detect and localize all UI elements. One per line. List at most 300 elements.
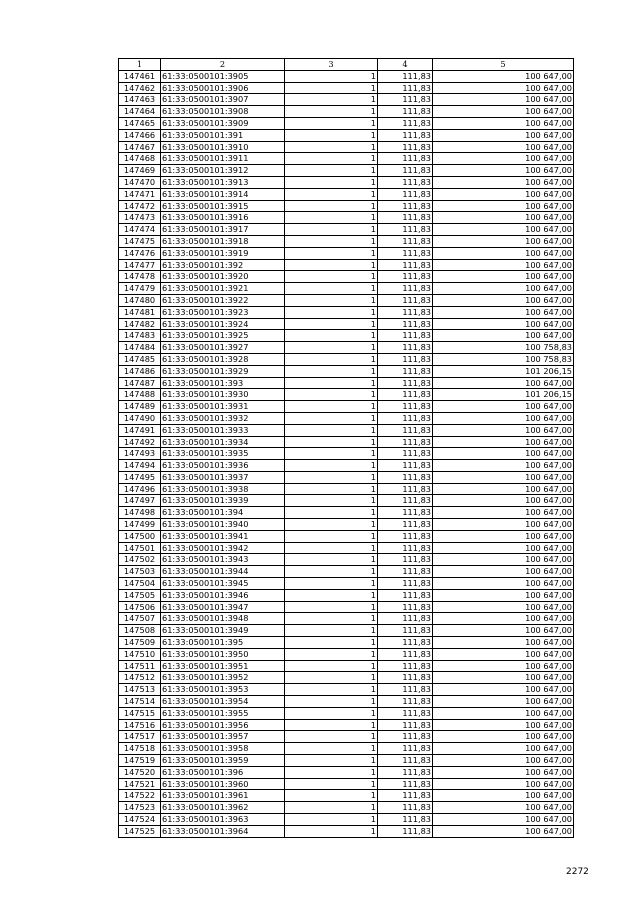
quantity-cell: 1 [285,200,378,212]
quantity-cell: 1 [285,707,378,719]
area-cell: 111,83 [378,306,433,318]
record-number-cell: 147513 [119,684,161,696]
quantity-cell: 1 [285,401,378,413]
cadastral-number-cell: 61:33:0500101:3924 [161,318,285,330]
cadastral-number-cell: 61:33:0500101:3906 [161,82,285,94]
quantity-cell: 1 [285,365,378,377]
table-row [119,353,574,365]
record-number-cell: 147502 [119,554,161,566]
value-cell: 100 647,00 [433,247,574,259]
table-row [119,672,574,684]
table-row [119,129,574,141]
area-cell: 111,83 [378,660,433,672]
cadastral-number-cell: 61:33:0500101:3912 [161,165,285,177]
record-number-cell: 147485 [119,353,161,365]
table-row [119,283,574,295]
table-row [119,377,574,389]
quantity-cell: 1 [285,802,378,814]
cadastral-number-cell: 61:33:0500101:3908 [161,106,285,118]
table-row [119,247,574,259]
quantity-cell: 1 [285,306,378,318]
value-cell: 100 647,00 [433,377,574,389]
cadastral-number-cell: 61:33:0500101:3963 [161,814,285,826]
quantity-cell: 1 [285,342,378,354]
area-cell: 111,83 [378,530,433,542]
value-cell: 100 758,83 [433,353,574,365]
area-cell: 111,83 [378,365,433,377]
area-cell: 111,83 [378,129,433,141]
quantity-cell: 1 [285,601,378,613]
quantity-cell: 1 [285,554,378,566]
table-row [119,802,574,814]
value-cell: 100 647,00 [433,495,574,507]
area-cell: 111,83 [378,448,433,460]
record-number-cell: 147484 [119,342,161,354]
value-cell: 100 647,00 [433,648,574,660]
quantity-cell: 1 [285,825,378,837]
cadastral-number-cell: 61:33:0500101:3905 [161,70,285,82]
quantity-cell: 1 [285,141,378,153]
cadastral-number-cell: 61:33:0500101:3936 [161,460,285,472]
value-cell: 100 647,00 [433,778,574,790]
area-cell: 111,83 [378,566,433,578]
record-number-cell: 147509 [119,637,161,649]
quantity-cell: 1 [285,117,378,129]
area-cell: 111,83 [378,589,433,601]
value-cell: 100 647,00 [433,330,574,342]
quantity-cell: 1 [285,613,378,625]
cadastral-number-cell: 61:33:0500101:3917 [161,224,285,236]
area-cell: 111,83 [378,436,433,448]
area-cell: 111,83 [378,271,433,283]
value-cell: 100 647,00 [433,165,574,177]
cadastral-number-cell: 61:33:0500101:3921 [161,283,285,295]
area-cell: 111,83 [378,318,433,330]
cadastral-number-cell: 61:33:0500101:3959 [161,755,285,767]
area-cell: 111,83 [378,637,433,649]
table-row [119,825,574,837]
table-row [119,212,574,224]
value-cell: 100 647,00 [433,176,574,188]
value-cell: 100 647,00 [433,460,574,472]
cadastral-number-cell: 61:33:0500101:3960 [161,778,285,790]
cadastral-number-cell: 61:33:0500101:3927 [161,342,285,354]
cadastral-number-cell: 61:33:0500101:3950 [161,648,285,660]
value-cell: 100 647,00 [433,117,574,129]
record-number-cell: 147492 [119,436,161,448]
area-cell: 111,83 [378,519,433,531]
table-row [119,707,574,719]
quantity-cell: 1 [285,188,378,200]
table-row [119,436,574,448]
value-cell: 100 647,00 [433,82,574,94]
cadastral-number-cell: 61:33:0500101:3958 [161,743,285,755]
record-number-cell: 147491 [119,424,161,436]
table-row [119,106,574,118]
cadastral-number-cell: 61:33:0500101:3915 [161,200,285,212]
cadastral-number-cell: 61:33:0500101:3911 [161,153,285,165]
quantity-cell: 1 [285,283,378,295]
record-number-cell: 147516 [119,719,161,731]
cadastral-number-cell: 61:33:0500101:3913 [161,176,285,188]
quantity-cell: 1 [285,294,378,306]
area-cell: 111,83 [378,578,433,590]
cadastral-number-cell: 61:33:0500101:3944 [161,566,285,578]
area-cell: 111,83 [378,165,433,177]
table-row [119,743,574,755]
area-cell: 111,83 [378,719,433,731]
table-row [119,719,574,731]
value-cell: 101 206,15 [433,389,574,401]
cadastral-number-cell: 61:33:0500101:3940 [161,519,285,531]
value-cell: 100 647,00 [433,660,574,672]
cadastral-number-cell: 61:33:0500101:393 [161,377,285,389]
table-row [119,566,574,578]
quantity-cell: 1 [285,660,378,672]
value-cell: 100 647,00 [433,94,574,106]
value-cell: 100 647,00 [433,825,574,837]
cadastral-number-cell: 61:33:0500101:3909 [161,117,285,129]
record-number-cell: 147470 [119,176,161,188]
record-number-cell: 147515 [119,707,161,719]
record-number-cell: 147480 [119,294,161,306]
cadastral-number-cell: 61:33:0500101:3954 [161,696,285,708]
table-row [119,637,574,649]
cadastral-number-cell: 61:33:0500101:3942 [161,542,285,554]
quantity-cell: 1 [285,696,378,708]
record-number-cell: 147498 [119,507,161,519]
record-number-cell: 147475 [119,235,161,247]
record-number-cell: 147489 [119,401,161,413]
column-header-1: 1 [119,59,161,71]
cadastral-number-cell: 61:33:0500101:3955 [161,707,285,719]
quantity-cell: 1 [285,519,378,531]
cadastral-number-cell: 61:33:0500101:3938 [161,483,285,495]
value-cell: 100 647,00 [433,566,574,578]
quantity-cell: 1 [285,94,378,106]
cadastral-number-cell: 61:33:0500101:3923 [161,306,285,318]
cadastral-number-cell: 61:33:0500101:3933 [161,424,285,436]
cadastral-number-cell: 61:33:0500101:3964 [161,825,285,837]
record-number-cell: 147523 [119,802,161,814]
area-cell: 111,83 [378,766,433,778]
value-cell: 100 647,00 [433,318,574,330]
quantity-cell: 1 [285,766,378,778]
table-row [119,224,574,236]
quantity-cell: 1 [285,436,378,448]
quantity-cell: 1 [285,589,378,601]
area-cell: 111,83 [378,542,433,554]
quantity-cell: 1 [285,731,378,743]
area-cell: 111,83 [378,106,433,118]
record-number-cell: 147505 [119,589,161,601]
cadastral-number-cell: 61:33:0500101:3931 [161,401,285,413]
table-body [119,70,574,837]
record-number-cell: 147521 [119,778,161,790]
quantity-cell: 1 [285,507,378,519]
quantity-cell: 1 [285,353,378,365]
record-number-cell: 147474 [119,224,161,236]
value-cell: 100 647,00 [433,283,574,295]
record-number-cell: 147525 [119,825,161,837]
value-cell: 100 647,00 [433,235,574,247]
value-cell: 100 647,00 [433,613,574,625]
table-row [119,153,574,165]
quantity-cell: 1 [285,814,378,826]
quantity-cell: 1 [285,82,378,94]
record-number-cell: 147504 [119,578,161,590]
value-cell: 100 758,83 [433,342,574,354]
quantity-cell: 1 [285,176,378,188]
record-number-cell: 147493 [119,448,161,460]
quantity-cell: 1 [285,672,378,684]
value-cell: 100 647,00 [433,743,574,755]
quantity-cell: 1 [285,719,378,731]
record-number-cell: 147472 [119,200,161,212]
area-cell: 111,83 [378,294,433,306]
table-row [119,176,574,188]
value-cell: 100 647,00 [433,625,574,637]
table-row [119,141,574,153]
table-row [119,235,574,247]
quantity-cell: 1 [285,165,378,177]
table-row [119,483,574,495]
value-cell: 100 647,00 [433,200,574,212]
value-cell: 100 647,00 [433,542,574,554]
area-cell: 111,83 [378,188,433,200]
value-cell: 100 647,00 [433,684,574,696]
record-number-cell: 147501 [119,542,161,554]
area-cell: 111,83 [378,684,433,696]
area-cell: 111,83 [378,342,433,354]
area-cell: 111,83 [378,412,433,424]
record-number-cell: 147466 [119,129,161,141]
cadastral-number-cell: 61:33:0500101:3922 [161,294,285,306]
cadastral-number-cell: 61:33:0500101:3937 [161,471,285,483]
value-cell: 100 647,00 [433,401,574,413]
value-cell: 101 206,15 [433,365,574,377]
quantity-cell: 1 [285,684,378,696]
cadastral-number-cell: 61:33:0500101:3910 [161,141,285,153]
quantity-cell: 1 [285,790,378,802]
value-cell: 100 647,00 [433,707,574,719]
cadastral-number-cell: 61:33:0500101:3945 [161,578,285,590]
quantity-cell: 1 [285,637,378,649]
cadastral-number-cell: 61:33:0500101:3948 [161,613,285,625]
cadastral-number-cell: 61:33:0500101:3951 [161,660,285,672]
value-cell: 100 647,00 [433,530,574,542]
area-cell: 111,83 [378,743,433,755]
record-number-cell: 147488 [119,389,161,401]
quantity-cell: 1 [285,448,378,460]
cadastral-number-cell: 61:33:0500101:3907 [161,94,285,106]
quantity-cell: 1 [285,271,378,283]
table-row [119,318,574,330]
header-row [119,59,574,71]
value-cell: 100 647,00 [433,601,574,613]
record-number-cell: 147510 [119,648,161,660]
table-row [119,578,574,590]
table-row [119,507,574,519]
table-row [119,519,574,531]
record-number-cell: 147511 [119,660,161,672]
record-number-cell: 147462 [119,82,161,94]
cadastral-number-cell: 61:33:0500101:394 [161,507,285,519]
area-cell: 111,83 [378,483,433,495]
value-cell: 100 647,00 [433,129,574,141]
column-header-2: 2 [161,59,285,71]
table-row [119,188,574,200]
quantity-cell: 1 [285,377,378,389]
quantity-cell: 1 [285,743,378,755]
quantity-cell: 1 [285,129,378,141]
table-row [119,306,574,318]
table-row [119,271,574,283]
area-cell: 111,83 [378,825,433,837]
table-row [119,412,574,424]
cadastral-number-cell: 61:33:0500101:3932 [161,412,285,424]
table-row [119,389,574,401]
quantity-cell: 1 [285,566,378,578]
value-cell: 100 647,00 [433,424,574,436]
table-row [119,613,574,625]
value-cell: 100 647,00 [433,755,574,767]
table-row [119,424,574,436]
table-row [119,731,574,743]
value-cell: 100 647,00 [433,153,574,165]
table-row [119,165,574,177]
area-cell: 111,83 [378,176,433,188]
record-number-cell: 147506 [119,601,161,613]
record-number-cell: 147463 [119,94,161,106]
cadastral-number-cell: 61:33:0500101:395 [161,637,285,649]
record-number-cell: 147486 [119,365,161,377]
value-cell: 100 647,00 [433,471,574,483]
cadastral-number-cell: 61:33:0500101:3930 [161,389,285,401]
record-number-cell: 147471 [119,188,161,200]
record-number-cell: 147483 [119,330,161,342]
record-number-cell: 147467 [119,141,161,153]
record-number-cell: 147520 [119,766,161,778]
value-cell: 100 647,00 [433,719,574,731]
record-number-cell: 147482 [119,318,161,330]
value-cell: 100 647,00 [433,141,574,153]
area-cell: 111,83 [378,377,433,389]
area-cell: 111,83 [378,259,433,271]
table-row [119,401,574,413]
record-number-cell: 147512 [119,672,161,684]
quantity-cell: 1 [285,778,378,790]
area-cell: 111,83 [378,755,433,767]
quantity-cell: 1 [285,224,378,236]
table-row [119,542,574,554]
table-row [119,589,574,601]
area-cell: 111,83 [378,731,433,743]
record-number-cell: 147487 [119,377,161,389]
record-number-cell: 147496 [119,483,161,495]
column-header-4: 4 [378,59,433,71]
table-row [119,294,574,306]
quantity-cell: 1 [285,153,378,165]
value-cell: 100 647,00 [433,212,574,224]
area-cell: 111,83 [378,153,433,165]
value-cell: 100 647,00 [433,412,574,424]
record-number-cell: 147473 [119,212,161,224]
cadastral-number-cell: 61:33:0500101:3947 [161,601,285,613]
record-number-cell: 147499 [119,519,161,531]
table-row [119,70,574,82]
area-cell: 111,83 [378,471,433,483]
quantity-cell: 1 [285,460,378,472]
area-cell: 111,83 [378,495,433,507]
record-number-cell: 147464 [119,106,161,118]
column-header-5: 5 [433,59,574,71]
value-cell: 100 647,00 [433,271,574,283]
table-row [119,648,574,660]
table-row [119,82,574,94]
area-cell: 111,83 [378,778,433,790]
area-cell: 111,83 [378,460,433,472]
value-cell: 100 647,00 [433,790,574,802]
quantity-cell: 1 [285,106,378,118]
quantity-cell: 1 [285,389,378,401]
area-cell: 111,83 [378,94,433,106]
cadastral-number-cell: 61:33:0500101:3914 [161,188,285,200]
quantity-cell: 1 [285,755,378,767]
cadastral-number-cell: 61:33:0500101:3920 [161,271,285,283]
quantity-cell: 1 [285,318,378,330]
value-cell: 100 647,00 [433,259,574,271]
area-cell: 111,83 [378,224,433,236]
cadastral-number-cell: 61:33:0500101:3935 [161,448,285,460]
value-cell: 100 647,00 [433,696,574,708]
table-row [119,460,574,472]
value-cell: 100 647,00 [433,106,574,118]
quantity-cell: 1 [285,412,378,424]
cadastral-number-cell: 61:33:0500101:3925 [161,330,285,342]
quantity-cell: 1 [285,330,378,342]
area-cell: 111,83 [378,790,433,802]
table-row [119,814,574,826]
record-number-cell: 147478 [119,271,161,283]
record-number-cell: 147476 [119,247,161,259]
cadastral-number-cell: 61:33:0500101:3949 [161,625,285,637]
cadastral-number-cell: 61:33:0500101:3918 [161,235,285,247]
cadastral-number-cell: 61:33:0500101:3934 [161,436,285,448]
record-number-cell: 147477 [119,259,161,271]
record-number-cell: 147497 [119,495,161,507]
quantity-cell: 1 [285,495,378,507]
table-row [119,554,574,566]
value-cell: 100 647,00 [433,224,574,236]
area-cell: 111,83 [378,625,433,637]
area-cell: 111,83 [378,117,433,129]
area-cell: 111,83 [378,235,433,247]
quantity-cell: 1 [285,542,378,554]
quantity-cell: 1 [285,471,378,483]
area-cell: 111,83 [378,424,433,436]
record-number-cell: 147522 [119,790,161,802]
area-cell: 111,83 [378,554,433,566]
area-cell: 111,83 [378,696,433,708]
value-cell: 100 647,00 [433,519,574,531]
area-cell: 111,83 [378,814,433,826]
area-cell: 111,83 [378,613,433,625]
cadastral-number-cell: 61:33:0500101:392 [161,259,285,271]
quantity-cell: 1 [285,235,378,247]
table-row [119,790,574,802]
cadastral-number-cell: 61:33:0500101:396 [161,766,285,778]
